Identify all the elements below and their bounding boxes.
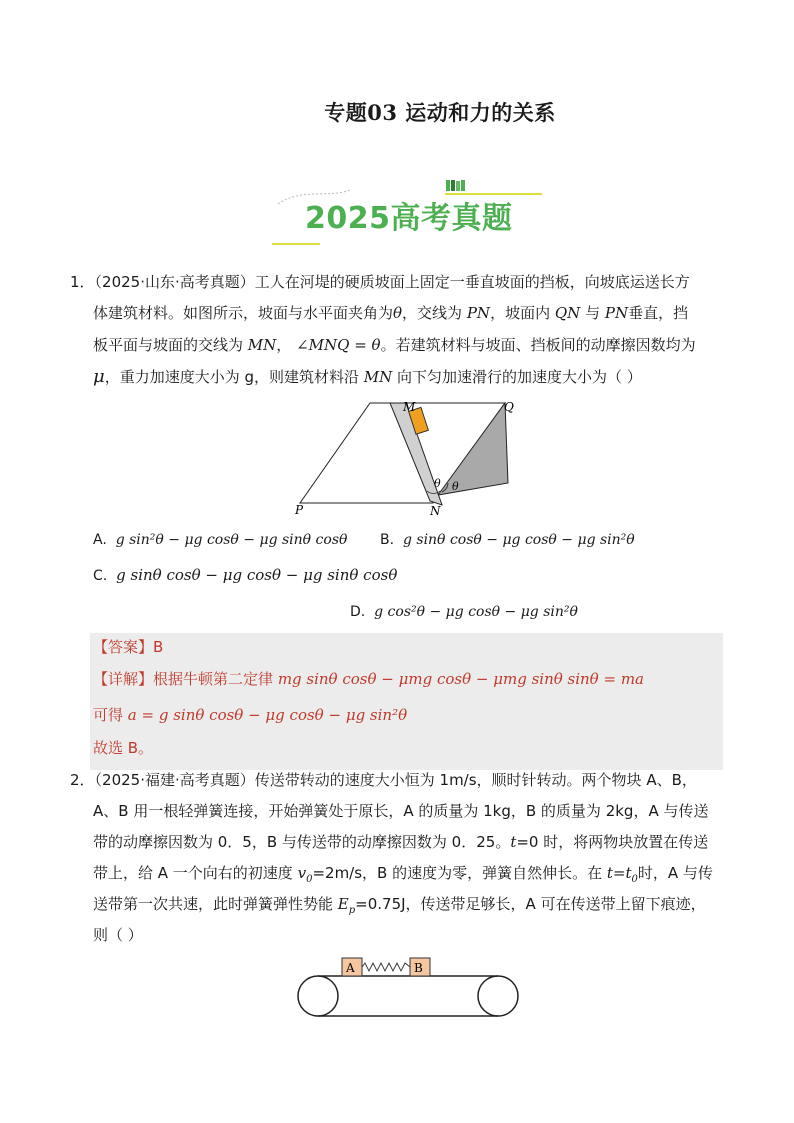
q2-line-4: 带上，给 A 一个向右的初速度 $v_0=2m/s$，B 的速度为零，弹簧自然伸长。在 $t=t_0$时，A 与传: [93, 864, 713, 885]
q2-conveyor-figure: [290, 955, 522, 1020]
option-d[interactable]: D. g cos²θ − μg cosθ − μg sin²θ: [350, 604, 578, 620]
q1-line-3: 板平面与坡面的交线为 MN， ∠MNQ = θ。若建筑材料与坡面、挡板间的动摩擦因数均为: [93, 336, 696, 354]
book-icon: [446, 180, 465, 191]
conclusion-line: 故选 B。: [93, 739, 154, 757]
label-n: N: [430, 504, 441, 518]
detail-line: 【详解】根据牛顿第二定律 mg sinθ cosθ − μmg cosθ − μmg sinθ sinθ = ma: [93, 670, 644, 688]
label-m: M: [403, 400, 416, 414]
q1-line-2: 体建筑材料。如图所示，坡面与水平面夹角为θ，交线为 PN，坡面内 QN 与 PN垂直，挡: [93, 304, 689, 322]
label-block-a: A: [346, 961, 355, 975]
page-title: 专题03 运动和力的关系: [324, 100, 556, 125]
label-block-b: B: [414, 961, 423, 975]
q1-line-1: 1．（2025·山东·高考真题）工人在河堤的硬质坡面上固定一垂直坡面的挡板，向坡底运送长方: [70, 273, 690, 291]
q2-line-5: 送带第一次共速，此时弹簧弹性势能 $E_p=0.75J$，传送带足够长，A 可在传送带上留下痕迹，: [93, 895, 706, 916]
option-b[interactable]: B. g sinθ cosθ − μg cosθ − μg sin²θ: [380, 532, 635, 548]
spring: [362, 963, 410, 971]
label-q: Q: [504, 400, 514, 414]
banner-title: 2025高考真题: [305, 201, 513, 236]
q2-line-2: A、B 用一根轻弹簧连接，开始弹簧处于原长，A 的质量为 1kg，B 的质量为 2kg，A 与传送: [93, 802, 709, 820]
answer-panel: [90, 633, 723, 770]
result-line: 可得 a = g sinθ cosθ − μg cosθ − μg sin²θ: [93, 706, 408, 724]
label-p: P: [295, 503, 304, 517]
answer-line: 【答案】B: [93, 638, 164, 656]
label-theta-1: θ: [434, 477, 441, 490]
q2-line-1: 2．（2025·福建·高考真题）传送带转动的速度大小恒为 1m/s，顺时针转动。两个物块 A、B，: [70, 771, 697, 789]
label-theta-2: θ: [452, 480, 459, 493]
option-a[interactable]: A. g sin²θ − μg cosθ − μg sinθ cosθ: [93, 532, 348, 548]
q1-line-4: μ，重力加速度大小为 g，则建筑材料沿 MN 向下匀加速滑行的加速度大小为（ ）: [93, 366, 642, 387]
q2-line-3: 带的动摩擦因数为 0．5，B 与传送带的动摩擦因数为 0．25。t=0 时，将两物块放置在传送: [93, 833, 709, 851]
q2-line-6: 则（ ）: [93, 926, 143, 944]
q1-slope-figure: [290, 395, 530, 520]
option-c[interactable]: C. g sinθ cosθ − μg cosθ − μg sinθ cosθ: [93, 566, 398, 584]
